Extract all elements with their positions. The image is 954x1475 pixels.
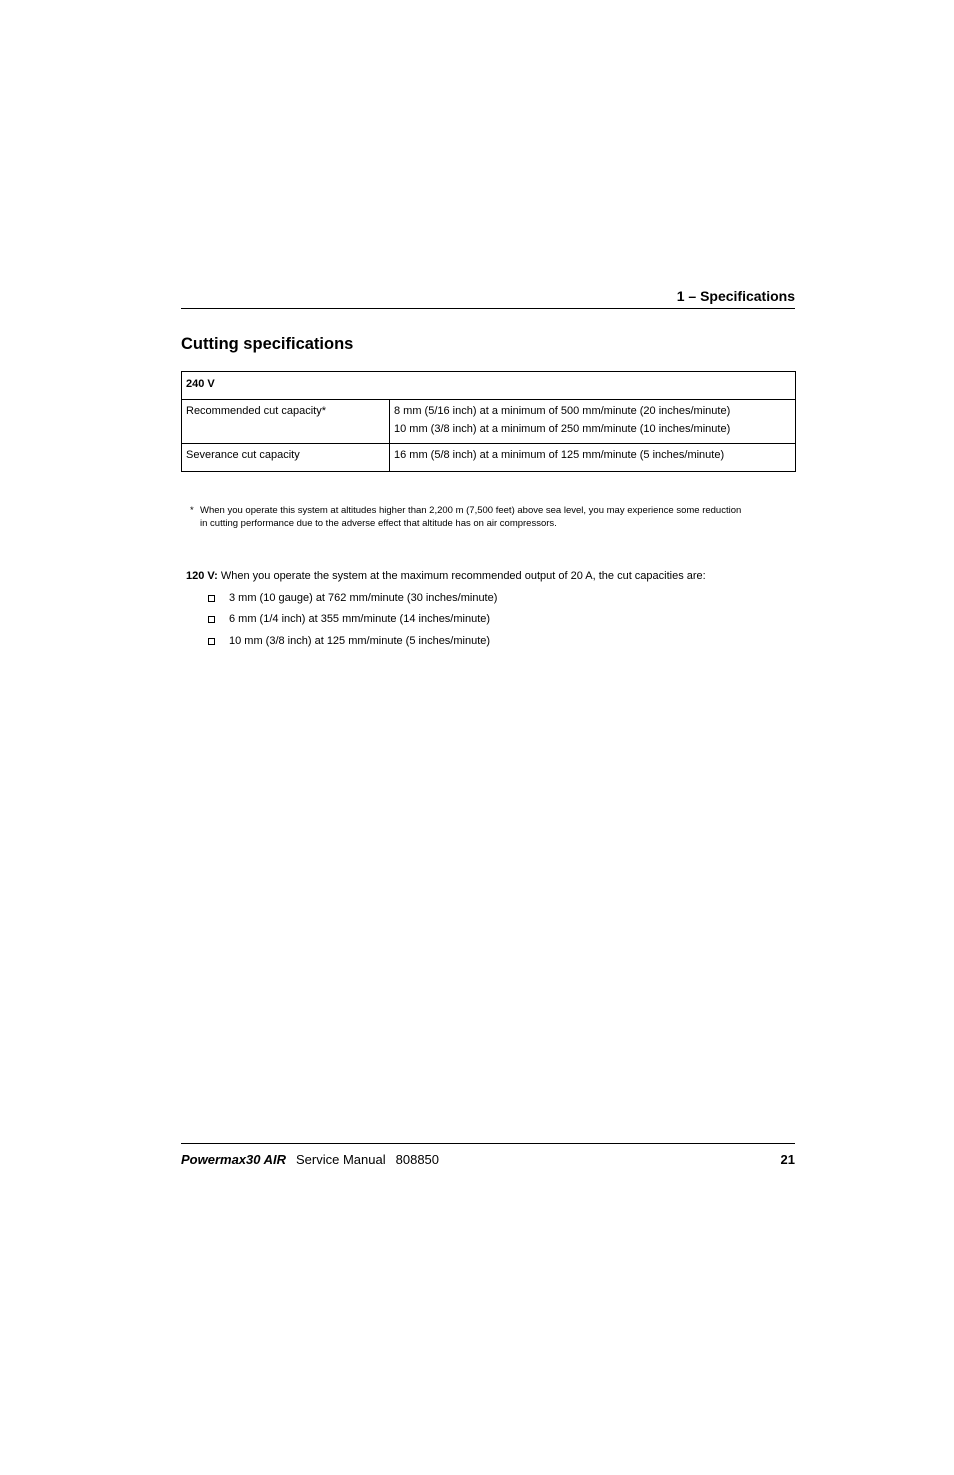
row-value-line: 8 mm (5/16 inch) at a minimum of 500 mm/minute (20 inches/minute)	[394, 405, 731, 417]
table-row	[182, 400, 796, 444]
row-value-cell	[390, 444, 796, 472]
table-header-row	[182, 372, 796, 400]
manual-title: Service Manual	[296, 1152, 386, 1167]
row-value-line: 10 mm (3/8 inch) at a minimum of 250 mm/minute (10 inches/minute)	[394, 423, 731, 435]
checkbox-bullet-icon	[208, 595, 215, 602]
page-number: 21	[780, 1152, 795, 1167]
document-number: 808850	[395, 1152, 440, 1167]
intro-paragraph	[186, 570, 706, 582]
footnote-line: When you operate this system at altitudes higher than 2,200 m (7,500 feet) above sea level, you may experience some reduction	[200, 505, 742, 516]
cutting-spec-table	[181, 371, 796, 472]
row-label: Severance cut capacity	[182, 444, 390, 472]
list-item	[208, 613, 490, 625]
page-footer	[181, 1152, 795, 1167]
product-name: Powermax30 AIR	[181, 1152, 287, 1167]
footnote-line: in cutting performance due to the adverse effect that altitude has on air compressors.	[200, 518, 557, 529]
list-item-text: 6 mm (1/4 inch) at 355 mm/minute (14 inches/minute)	[229, 613, 491, 625]
list-item	[208, 635, 490, 647]
intro-lead: 120 V:	[186, 570, 218, 582]
row-label: Recommended cut capacity*	[182, 400, 390, 444]
table-row	[182, 444, 796, 472]
footnote-mark: *	[190, 505, 194, 516]
row-value-line: 16 mm (5/8 inch) at a minimum of 125 mm/minute (5 inches/minute)	[394, 449, 725, 461]
list-item-text: 10 mm (3/8 inch) at 125 mm/minute (5 inches/minute)	[229, 635, 491, 647]
running-head: 1 – Specifications	[676, 288, 795, 304]
footer-rule	[181, 1143, 795, 1144]
checkbox-bullet-icon	[208, 638, 215, 645]
header-rule	[181, 308, 795, 309]
footnote	[190, 504, 795, 530]
intro-text: When you operate the system at the maximum recommended output of 20 A, the cut capacities are:	[217, 570, 706, 582]
section-title: Cutting specifications	[181, 335, 354, 353]
list-item	[208, 592, 497, 604]
table-header-cell: 240 V	[182, 372, 796, 400]
row-value-cell	[390, 400, 796, 444]
checkbox-bullet-icon	[208, 616, 215, 623]
list-item-text: 3 mm (10 gauge) at 762 mm/minute (30 inches/minute)	[229, 592, 498, 604]
